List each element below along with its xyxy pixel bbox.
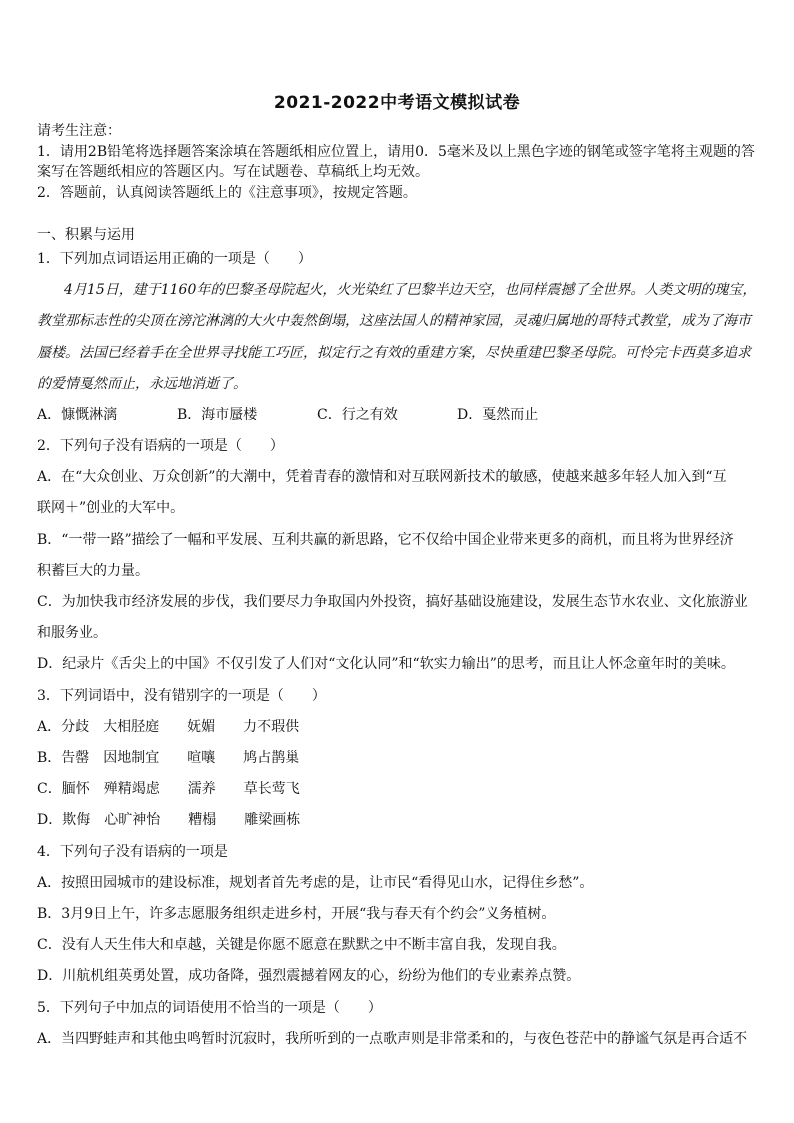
page-title: 2021-2022中考语文模拟试卷: [273, 93, 521, 113]
q5-option-a-line1: A．当四野蛙声和其他虫鸣暂时沉寂时，我所听到的一点歌声则是非常柔和的，与夜色苍茫中的静谧气氛是再合适不: [37, 1031, 748, 1047]
notice-item1-line2: 案写在答题纸相应的答题区内。写在试题卷、草稿纸上均无效。: [37, 164, 429, 180]
q1-passage-line4: 的爱情戛然而止，永远地消逝了。: [37, 376, 247, 392]
q3-option-a: A．分歧 大相胫庭 妩媚 力不瑕供: [37, 719, 300, 735]
notice-item2: 2．答题前，认真阅读答题纸上的《注意事项》，按规定答题。: [37, 185, 417, 201]
q3-stem: 3．下列词语中，没有错别字的一项是（ ）: [37, 688, 326, 704]
q2-option-c-line1: C．为加快我市经济发展的步伐，我们要尽力争取国内外投资，搞好基础设施建设，发展生态节水农业、文化旅游业: [37, 594, 748, 610]
q4-option-a: A．按照田园城市的建设标准，规划者首先考虑的是，让市民“看得见山水，记得住乡愁”。: [37, 875, 594, 891]
q4-option-d: D．川航机组英勇处置，成功备降，强烈震撼着网友的心，纷纷为他们的专业素养点赞。: [37, 968, 581, 984]
q1-option-d: D．戛然而止: [457, 407, 539, 423]
section-heading: 一、积累与运用: [37, 227, 135, 243]
q1-passage-line2: 教堂那标志性的尖顶在滂沱淋漓的大火中轰然倒塌，这座法国人的精神家园，灵魂归属地的哥特式教堂，成为了海市: [37, 313, 751, 329]
q1-option-b: B．海市蜃楼: [177, 407, 258, 423]
q2-option-c-line2: 和服务业。: [37, 625, 107, 641]
q1-passage-line1: 4月15日，建于1160年的巴黎圣母院起火，火光染红了巴黎半边天空，也同样震撼了全世界。人类文明的瑰宝，: [64, 282, 757, 298]
q4-option-c: C．没有人天生伟大和卓越，关键是你愿不愿意在默默之中不断丰富自我，发现自我。: [37, 937, 566, 953]
q3-option-c: C．腼怀 殚精竭虑 濡养 草长莺飞: [37, 781, 300, 797]
q4-stem: 4．下列句子没有语病的一项是: [37, 844, 228, 860]
q2-option-d: D．纪录片《舌尖上的中国》不仅引发了人们对“文化认同”和“软实力输出”的思考，而且让人怀念童年时的美味。: [37, 656, 735, 672]
q2-option-b-line1: B．“一带一路”描绘了一幅和平发展、互利共赢的新思路，它不仅给中国企业带来更多的商机，而且将为世界经济: [37, 532, 734, 548]
q4-option-b: B．3月9日上午，许多志愿服务组织走进乡村，开展“我与春天有个约会”义务植树。: [37, 906, 556, 922]
q1-option-a: A．慷慨淋漓: [37, 407, 118, 423]
q5-stem: 5．下列句子中加点的词语使用不恰当的一项是（ ）: [37, 1000, 382, 1016]
q2-option-a-line2: 联网＋”创业的大军中。: [37, 500, 185, 516]
q2-option-b-line2: 积蓄巨大的力量。: [37, 563, 149, 579]
notice-item1-line1: 1．请用2B铅笔将选择题答案涂填在答题纸相应位置上，请用0．5毫米及以上黑色字迹的钢笔或签字笔将主观题的答: [37, 144, 755, 160]
notice-heading: 请考生注意：: [37, 123, 121, 139]
q1-stem: 1．下列加点词语运用正确的一项是（ ）: [37, 251, 312, 267]
q3-option-b: B．告罄 因地制宜 喧嚷 鸠占鹊巢: [37, 750, 300, 766]
q1-option-c: C．行之有效: [317, 407, 398, 423]
q1-passage-line3: 蜃楼。法国已经着手在全世界寻找能工巧匠，拟定行之有效的重建方案，尽快重建巴黎圣母院。可怜完卡西莫多追求: [37, 345, 751, 361]
q3-option-d: D．欺侮 心旷神怡 糟榻 雕梁画栋: [37, 812, 301, 828]
q2-stem: 2．下列句子没有语病的一项是（ ）: [37, 438, 284, 454]
q2-option-a-line1: A．在“大众创业、万众创新”的大潮中，凭着青春的激情和对互联网新技术的敏感，使越来越多年轻人加入到“互: [37, 469, 727, 485]
q1-options: [37, 405, 759, 425]
